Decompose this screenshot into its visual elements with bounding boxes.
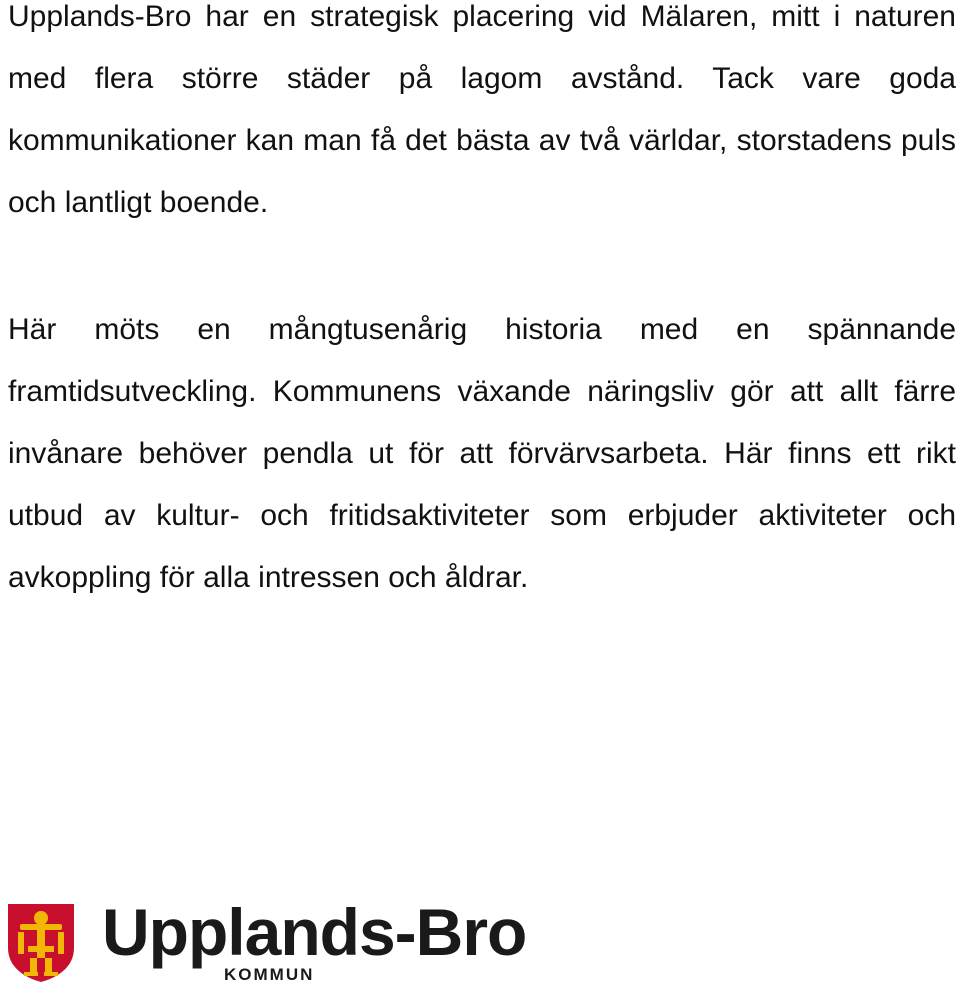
- paragraph-intro: Upplands-Bro har en strategisk placering vid Mälaren, mitt i naturen med flera större städer på lagom avstånd. Tack vare goda kommunikationer kan man få det bästa av två världar, storstadens puls och lantligt boende.: [8, 0, 956, 219]
- coat-of-arms-icon: [6, 902, 76, 984]
- municipality-logo: [6, 895, 527, 990]
- logo-wordmark: Upplands-Bro: [102, 895, 527, 969]
- logo-subtitle: KOMMUN: [224, 965, 315, 984]
- paragraph-history: Här möts en mångtusenårig historia med en spännande framtidsutveckling. Kommunens växande näringsliv gör att allt färre invånare behöver pendla ut för att förvärvsarbeta. Här finns ett rikt utbud av kultur- och fritidsaktiviteter som erbjuder aktiviteter och avkoppling för alla intressen och åldrar.: [8, 313, 956, 594]
